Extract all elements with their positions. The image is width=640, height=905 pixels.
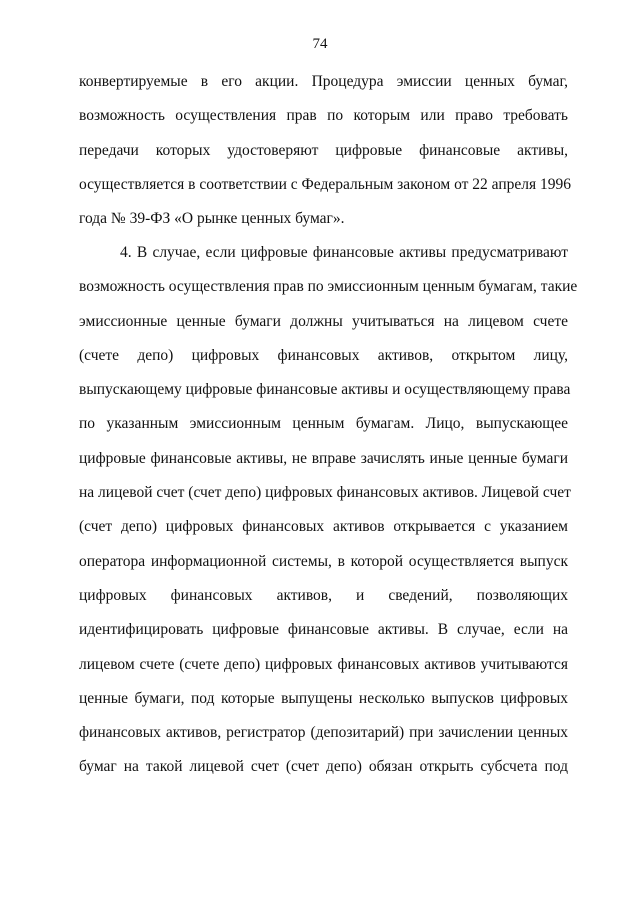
- text-line: 4. В случае, если цифровые финансовые активы предусматривают: [120, 244, 568, 261]
- text-line: идентифицировать цифровые финансовые активы. В случае, если на: [79, 621, 568, 639]
- text-line: возможность осуществления прав по которым или право требовать: [79, 107, 568, 125]
- text-line: возможность осуществления прав по эмиссионным ценным бумагам, такие: [79, 278, 578, 296]
- text-line: по указанным эмиссионным ценным бумагам. Лицо, выпускающее: [79, 415, 568, 433]
- text-line: финансовых активов, регистратор (депозитарий) при зачислении ценных: [79, 724, 568, 742]
- text-line: ценные бумаги, под которые выпущены несколько выпусков цифровых: [79, 689, 568, 707]
- text-line: на лицевой счет (счет депо) цифровых финансовых активов. Лицевой счет: [79, 484, 571, 502]
- text-line: осуществляется в соответствии с Федеральным законом от 22 апреля 1996: [79, 175, 572, 193]
- text-line: (счет депо) цифровых финансовых активов открывается с указанием: [79, 518, 568, 536]
- text-line: оператора информационной системы, в которой осуществляется выпуск: [79, 552, 568, 570]
- text-line: выпускающему цифровые финансовые активы и осуществляющему права: [79, 381, 571, 399]
- paragraph-4: [79, 236, 578, 785]
- text-line: лицевом счете (счете депо) цифровых финансовых активов учитываются: [79, 655, 568, 673]
- text-line: конвертируемые в его акции. Процедура эмиссии ценных бумаг,: [79, 73, 568, 90]
- text-line: эмиссионные ценные бумаги должны учитываться на лицевом счете: [79, 312, 568, 330]
- text-line: передачи которых удостоверяют цифровые финансовые активы,: [79, 141, 568, 159]
- page-number: 74: [312, 36, 328, 52]
- text-line: цифровые финансовые активы, не вправе зачислять иные ценные бумаги: [79, 449, 568, 467]
- text-line: (счете депо) цифровых финансовых активов, открытом лицу,: [79, 346, 568, 364]
- text-line: цифровых финансовых активов, и сведений, позволяющих: [79, 586, 568, 604]
- text-line: бумаг на такой лицевой счет (счет депо) обязан открыть субсчета под: [79, 758, 568, 776]
- text-line: года № 39-ФЗ «О рынке ценных бумаг».: [79, 210, 345, 228]
- paragraph-continuation: [79, 65, 572, 236]
